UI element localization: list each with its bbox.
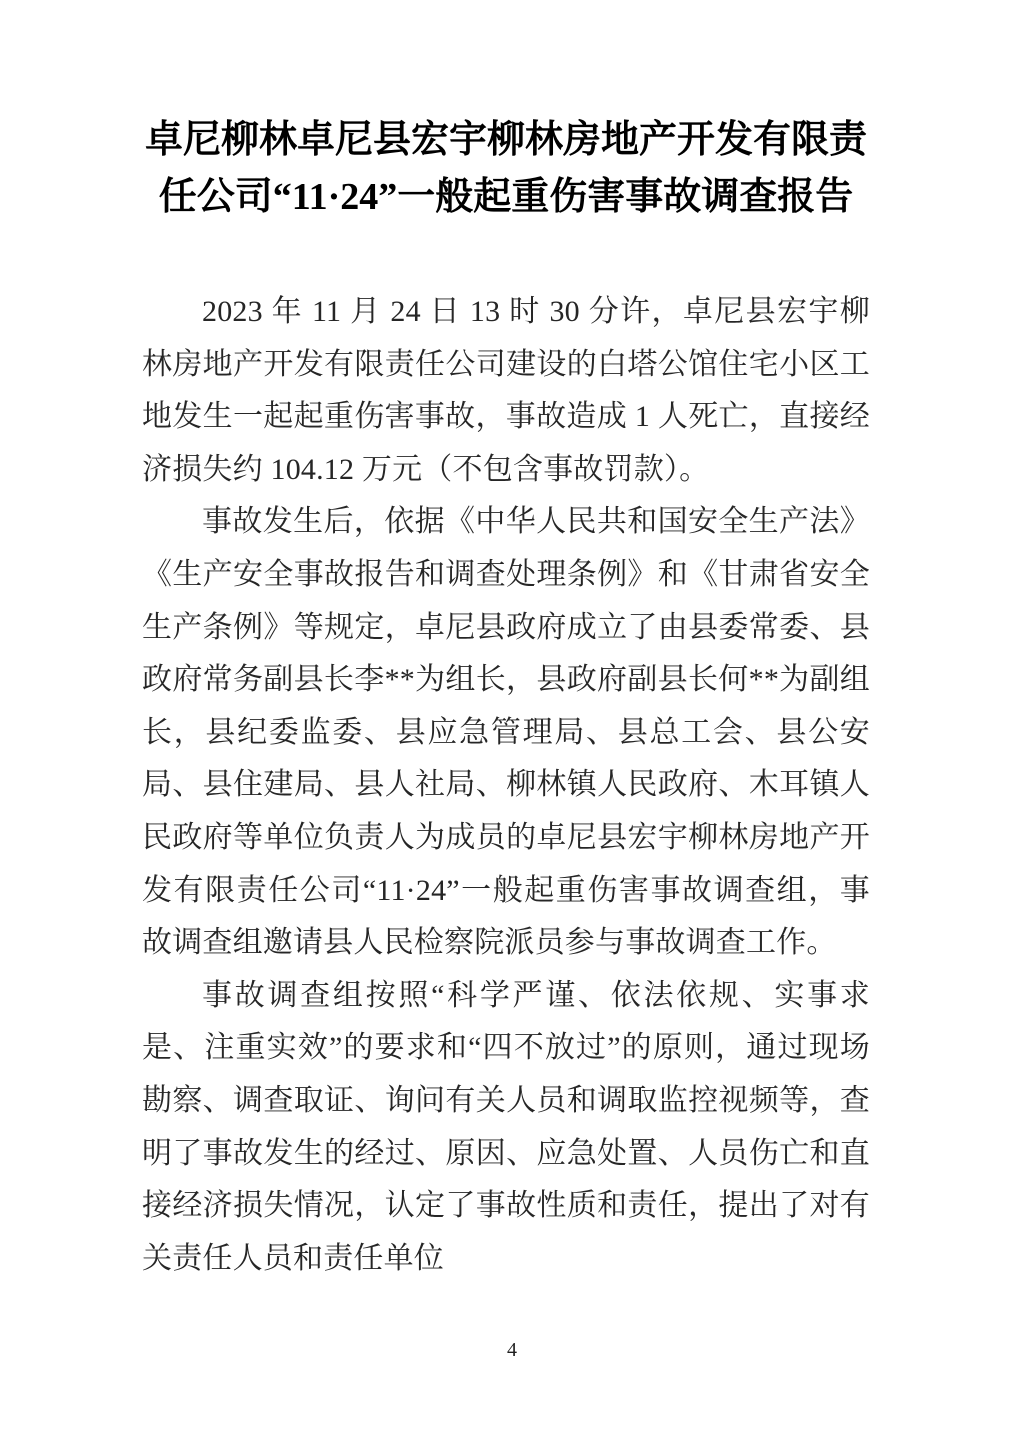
document-title — [142, 112, 870, 226]
page-number: 4 — [507, 1339, 517, 1361]
paragraph-investigation-team: 事故发生后，依据《中华人民共和国安全生产法》《生产安全事故报告和调查处理条例》和《甘肃省安全生产条例》等规定，卓尼县政府成立了由县委常委、县政府常务副县长李**为组长，县政府副县长何**为副组长，县纪委监委、县应急管理局、县总工会、县公安局、县住建局、县人社局、柳林镇人民政府、木耳镇人民政府等单位负责人为成员的卓尼县宏宇柳林房地产开发有限责任公司“11·24”一般起重伤害事故调查组，事故调查组邀请县人民检察院派员参与事故调查工作。 — [142, 505, 870, 960]
document-body — [142, 286, 870, 1285]
document-content — [142, 112, 870, 1285]
document-title-line-1: 卓尼柳林卓尼县宏宇柳林房地产开发有限责 — [144, 119, 867, 161]
paragraph-accident-summary: 2023 年 11 月 24 日 13 时 30 分许，卓尼县宏宇柳林房地产开发有限责任公司建设的白塔公馆住宅小区工地发生一起起重伤害事故，事故造成 1 人死亡，直接经济损失约 104.12 万元（不包含事故罚款）。 — [142, 295, 870, 486]
document-title-line-2: 任公司“11·24”一般起重伤害事故调查报告 — [158, 176, 854, 218]
paragraph-investigation-principles: 事故调查组按照“科学严谨、依法依规、实事求是、注重实效”的要求和“四不放过”的原则，通过现场勘察、调查取证、询问有关人员和调取监控视频等，查明了事故发生的经过、原因、应急处置、人员伤亡和直接经济损失情况，认定了事故性质和责任，提出了对有关责任人员和责任单位 — [142, 978, 870, 1275]
